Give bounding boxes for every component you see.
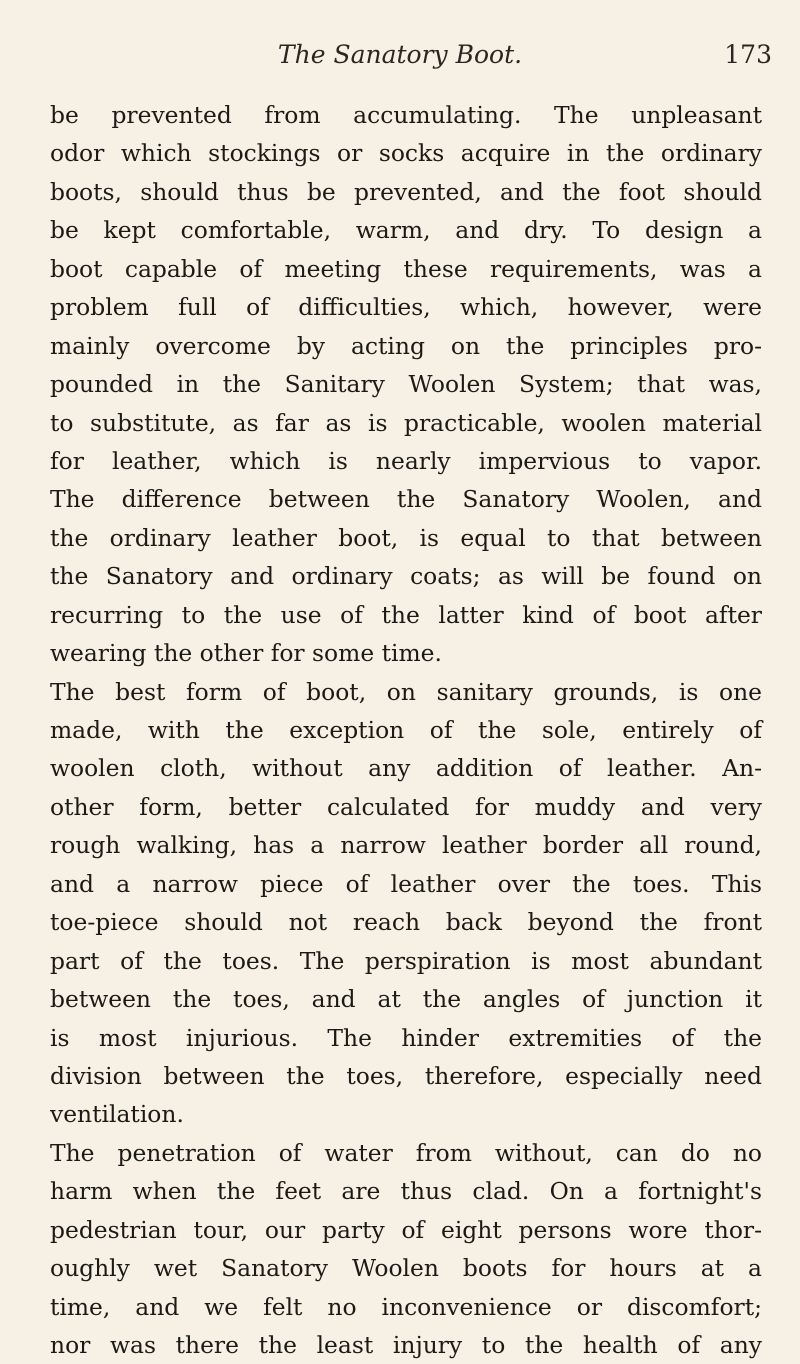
text-line: be prevented from accumulating. The unpleasant [50, 101, 762, 129]
body-text [50, 96, 762, 1364]
page-number: 173 [724, 40, 772, 69]
text-line: oughly wet Sanatory Woolen boots for hours at a [50, 1254, 762, 1283]
text-line: time, and we felt no inconvenience or discomfort; [50, 1292, 762, 1321]
text-line: rough walking, has a narrow leather border all round, [50, 831, 762, 860]
text-line: made, with the exception of the sole, entirely of [50, 716, 762, 744]
running-head [0, 40, 800, 80]
text-line: to substitute, as far as is practicable, woolen material [50, 408, 762, 437]
text-line: part of the toes. The perspiration is most abundant [50, 946, 762, 975]
text-line: problem full of difficulties, which, however, were [50, 293, 762, 322]
text-line: for leather, which is nearly impervious to vapor. [50, 446, 762, 475]
text-line: pedestrian tour, our party of eight persons wore thor- [50, 1215, 762, 1244]
text-line: boots, should thus be prevented, and the foot should [50, 177, 762, 206]
text-line: division between the toes, therefore, especially need [50, 1061, 762, 1090]
text-line: the Sanatory and ordinary coats; as will be found on [50, 562, 762, 591]
text-line: wearing the other for some time. [50, 639, 442, 668]
text-line: ventilation. [50, 1100, 184, 1129]
text-line: The best form of boot, on sanitary grounds, is one [50, 677, 762, 706]
text-line: other form, better calculated for muddy and very [50, 792, 762, 821]
running-title: The Sanatory Boot. [277, 40, 523, 69]
text-line: is most injurious. The hinder extremities of the [50, 1023, 762, 1052]
text-line: odor which stockings or socks acquire in the ordinary [50, 139, 762, 168]
text-line: mainly overcome by acting on the principles pro- [50, 331, 762, 360]
text-line: harm when the feet are thus clad. On a fortnight's [50, 1177, 762, 1206]
text-line: nor was there the least injury to the health of any [50, 1331, 762, 1359]
text-line: The penetration of water from without, can do no [50, 1138, 762, 1167]
text-line: and a narrow piece of leather over the toes. This [50, 869, 762, 898]
text-line: The difference between the Sanatory Woolen, and [50, 485, 762, 514]
text-line: woolen cloth, without any addition of leather. An- [50, 754, 762, 783]
text-line: be kept comfortable, warm, and dry. To design a [50, 216, 762, 245]
text-line: between the toes, and at the angles of junction it [50, 985, 762, 1014]
text-line: the ordinary leather boot, is equal to that between [50, 523, 762, 552]
text-line: recurring to the use of the latter kind of boot after [50, 600, 762, 629]
text-line: pounded in the Sanitary Woolen System; that was, [50, 370, 762, 399]
text-line: toe-piece should not reach back beyond the front [50, 908, 762, 937]
text-line: boot capable of meeting these requirements, was a [50, 254, 762, 283]
